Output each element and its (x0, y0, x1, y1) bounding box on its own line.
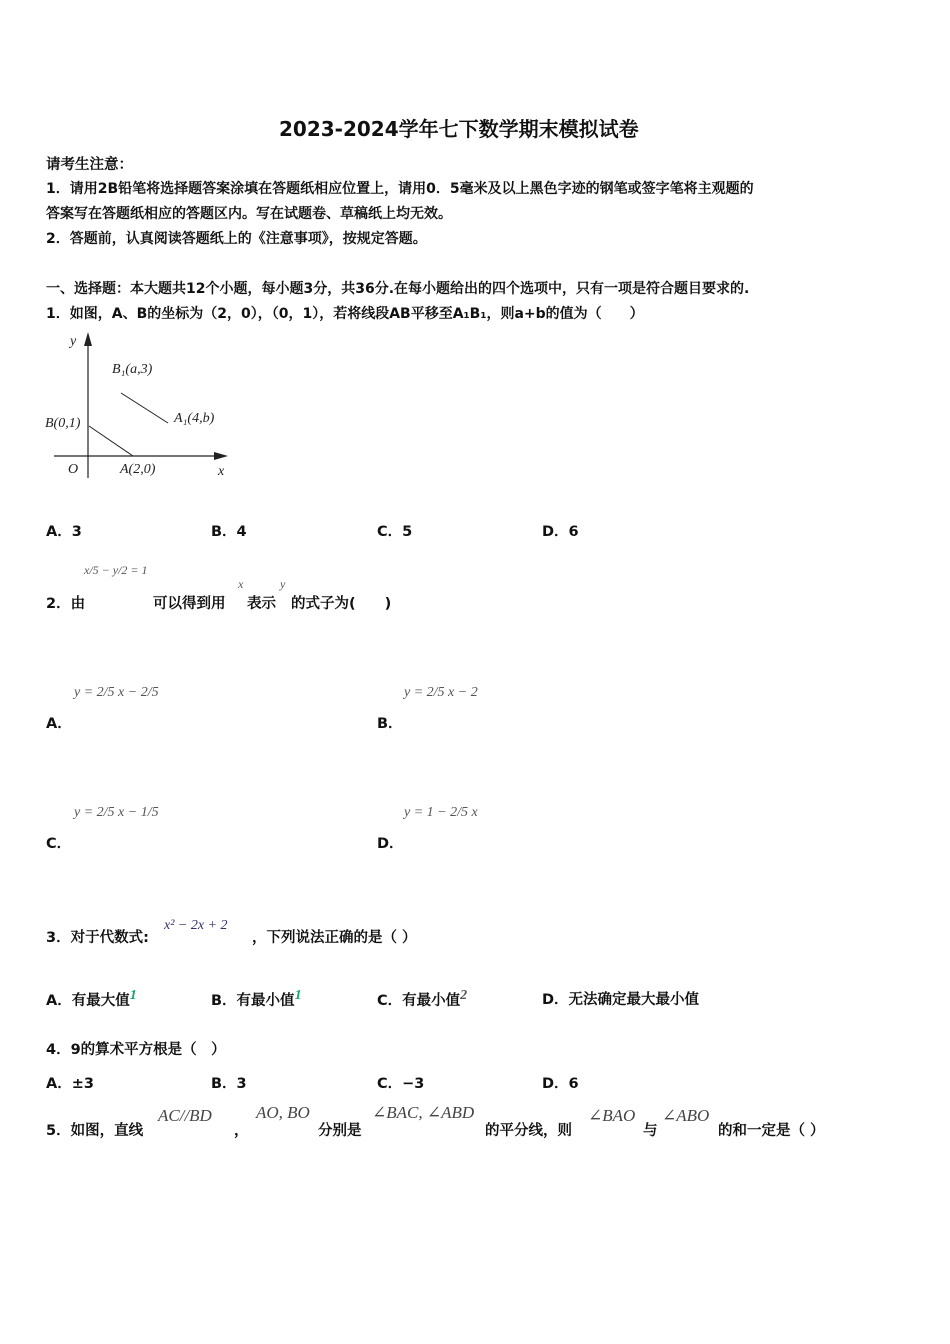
question-1-stem: 1．如图，A、B的坐标为（2，0），（0，1），若将线段AB平移至A₁B₁，则a+b的值为（ ） (46, 306, 644, 322)
coordinate-figure (40, 330, 240, 490)
notice-line: 1．请用2B铅笔将选择题答案涂填在答题纸相应位置上，请用0．5毫米及以上黑色字迹的钢笔或签字笔将主观题的 (46, 181, 754, 197)
option-b[interactable] (211, 988, 302, 1010)
segment-a1b1 (121, 393, 168, 423)
option-a-label[interactable]: A． (46, 716, 72, 732)
var-x: x (238, 577, 244, 591)
question-3-formula: x² − 2x + 2 (164, 918, 228, 933)
segment-ab (89, 426, 133, 456)
notice-line: 2．答题前，认真阅读答题纸上的《注意事项》，按规定答题。 (46, 231, 427, 247)
x-label: x (218, 464, 225, 479)
b-label: B(0,1) (45, 416, 81, 431)
option-c[interactable] (377, 988, 467, 1010)
var-y: y (280, 577, 286, 591)
option-d[interactable]: D．6 (542, 524, 579, 540)
option-d[interactable] (542, 988, 699, 1009)
question-3-prefix: 3．对于代数式: (46, 930, 149, 946)
math-expr: AC//BD (158, 1106, 212, 1125)
option-value: 1 (294, 988, 302, 1003)
option-c-label[interactable]: C． (46, 836, 72, 852)
question-5-text: ， (234, 1123, 249, 1139)
option-text: C．有最小值 (377, 992, 461, 1009)
page-title: 2023-2024学年七下数学期末模拟试卷 (279, 117, 639, 141)
option-b[interactable]: B．3 (211, 1076, 247, 1092)
option-c[interactable]: C．−3 (377, 1076, 425, 1092)
b1-label: B₁(a,3) (112, 362, 153, 377)
question-2-formula: x/5 − y/2 = 1 (84, 563, 148, 577)
question-2-mid2: 表示 (247, 596, 276, 612)
question-2-mid: 可以得到用 (153, 596, 226, 612)
math-expr: ∠BAC, ∠ABD (372, 1103, 475, 1122)
question-5-text: 与 (643, 1123, 658, 1139)
option-b[interactable]: B．4 (211, 524, 247, 540)
option-d-formula: y = 1 − 2/5 x (404, 805, 478, 820)
question-5-text: 的平分线，则 (485, 1123, 572, 1139)
x-arrow-icon (214, 452, 228, 460)
y-label: y (70, 334, 77, 349)
question-2-suffix: 的式子为( ) (291, 596, 392, 612)
question-5-text: 的和一定是（ ） (718, 1123, 825, 1139)
option-a[interactable]: A．±3 (46, 1076, 94, 1092)
question-5-text: 5．如图，直线 (46, 1123, 144, 1139)
option-d-label[interactable]: D． (377, 836, 404, 852)
option-b-formula: y = 2/5 x − 2 (404, 685, 478, 700)
option-a-formula: y = 2/5 x − 2/5 (74, 685, 159, 700)
math-expr: AO, BO (256, 1103, 310, 1122)
option-text: A．有最大值 (46, 992, 130, 1009)
section-heading: 一、选择题：本大题共12个小题，每小题3分，共36分.在每小题给出的四个选项中，只有一项是符合题目要求的. (46, 281, 750, 297)
question-3-suffix: ，下列说法正确的是（ ） (252, 930, 417, 946)
a1-label: A₁(4,b) (174, 411, 215, 426)
option-c[interactable]: C．5 (377, 524, 413, 540)
option-a[interactable] (46, 988, 137, 1010)
origin-label: O (68, 462, 79, 477)
option-text: B．有最小值 (211, 992, 295, 1009)
option-value: 2 (460, 988, 468, 1003)
option-text: D．无法确定最大最小值 (542, 992, 700, 1008)
notice-line: 答案写在答题纸相应的答题区内。写在试题卷、草稿纸上均无效。 (46, 206, 452, 222)
question-4-stem: 4．9的算术平方根是（ ） (46, 1042, 226, 1058)
option-value: 1 (129, 988, 137, 1003)
option-a[interactable]: A．3 (46, 524, 82, 540)
math-expr: ∠ABO (662, 1106, 710, 1125)
math-expr: ∠BAO (588, 1106, 636, 1125)
y-arrow-icon (84, 332, 92, 346)
notice-heading: 请考生注意： (46, 157, 133, 173)
a-label: A(2,0) (120, 462, 156, 477)
question-5-text: 分别是 (318, 1123, 362, 1139)
option-b-label[interactable]: B． (377, 716, 403, 732)
option-d[interactable]: D．6 (542, 1076, 579, 1092)
question-2-prefix: 2．由 (46, 596, 86, 612)
option-c-formula: y = 2/5 x − 1/5 (74, 805, 159, 820)
